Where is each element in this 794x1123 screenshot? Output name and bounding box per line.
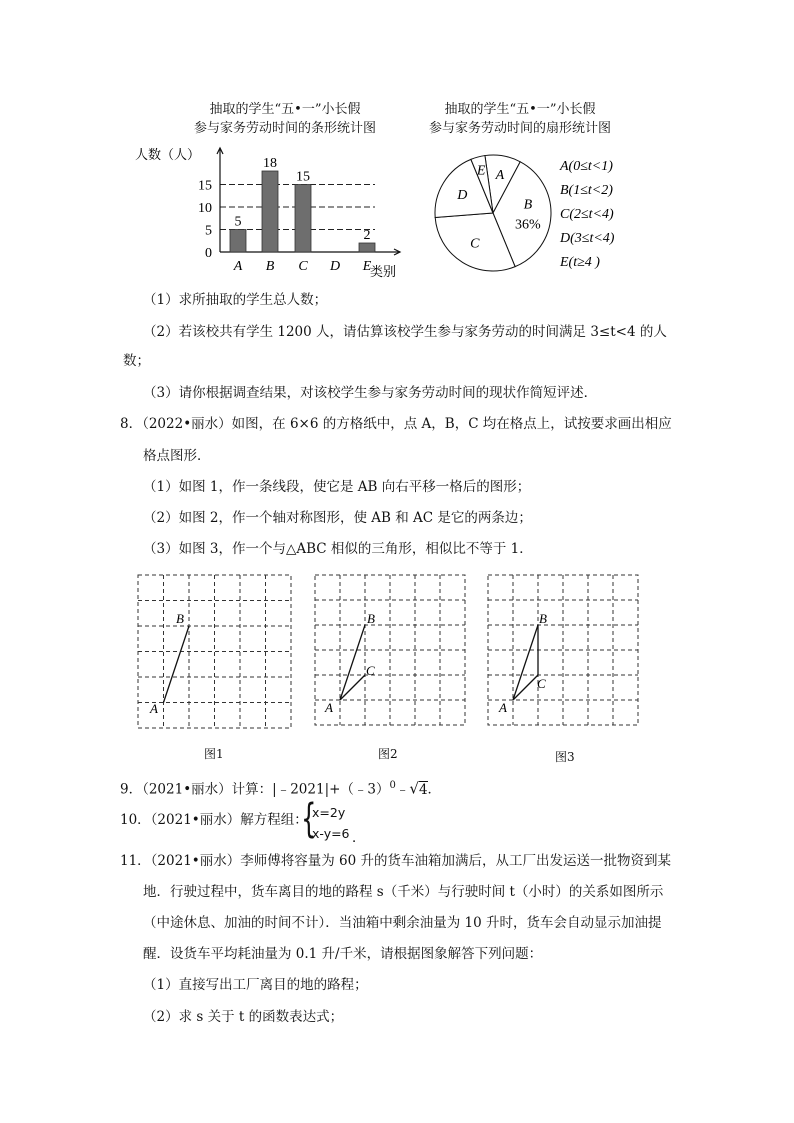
bar-c	[295, 185, 311, 253]
q8-stem: 8．（2022•丽水）如图，在 6×6 的方格纸中，点 A，B，C 均在格点上，试按要求画出相应	[120, 416, 672, 432]
grid-figure-3	[480, 570, 660, 740]
x-tick-label: A	[233, 259, 243, 274]
figure-2-caption: 图2	[378, 747, 398, 761]
point-b-label: B	[539, 611, 547, 626]
x-tick-label: B	[265, 259, 275, 274]
brace-icon: {	[301, 796, 317, 842]
pie-chart-title: 抽取的学生“五•一”小长假 参与家务劳动时间的扇形统计图	[428, 102, 611, 136]
point-b-label: B	[176, 611, 184, 626]
point-a-label: A	[499, 700, 507, 715]
pie-slice-label: C	[470, 236, 480, 252]
bar-b	[262, 171, 278, 252]
legend-item: C(2≤t<4)	[560, 207, 614, 222]
grid-figure-1	[130, 570, 310, 740]
q7-part2: （2）若该校共有学生 1200 人，请估算该校学生参与家务劳动的时间满足 3≤t<4 的人	[143, 324, 667, 340]
legend-item: A(0≤t<1)	[560, 159, 613, 174]
legend-item: D(3≤t<4)	[560, 231, 615, 246]
pie-slice-label: D	[457, 188, 468, 204]
q7-part1: （1）求所抽取的学生总人数；	[143, 292, 328, 308]
segment-ab	[164, 626, 190, 703]
point-c-label: C	[537, 676, 546, 691]
bar-a	[230, 230, 246, 253]
figure-1-caption: 图1	[204, 747, 224, 761]
x-tick-label: D	[329, 259, 341, 274]
q9-text: 9．（2021•丽水）计算：|﹣2021|+（﹣3）	[120, 781, 390, 798]
x-axis-label: 类别	[370, 264, 397, 279]
point-a-label: A	[325, 700, 333, 715]
q10-eq1: x=2y	[312, 805, 346, 820]
q11-line-4: 醒．设货车平均耗油量为 0.1 升/千米，请根据图象解答下列问题：	[143, 946, 543, 962]
q9-minus: ﹣	[395, 781, 410, 798]
bar-value-label: 15	[296, 169, 310, 185]
y-tick-label: 15	[198, 178, 212, 194]
q9-exponent: 0	[389, 780, 396, 791]
legend-item: B(1≤t<2)	[560, 183, 613, 198]
pie-slice-label: A	[495, 168, 505, 184]
q11-part2: （2）求 s 关于 t 的函数表达式；	[143, 1009, 344, 1025]
x-tick-label: C	[298, 259, 308, 274]
bar-e	[359, 243, 375, 252]
q11-line-2: 地．行驶过程中，货车离目的地的路程 s（千米）与行驶时间 t（小时）的关系如图所示	[143, 884, 664, 900]
q7-part3: （3）请你根据调查结果，对该校学生参与家务劳动时间的现状作简短评述．	[143, 385, 598, 401]
pie-slice-label: E	[476, 163, 486, 179]
q10-eq2: x-y=6	[312, 826, 350, 841]
bar-value-label: 5	[234, 214, 242, 230]
q11-line-1: 11．（2021•丽水）李师傅将容量为 60 升的货车油箱加满后，从工厂出发运送一批物资到某	[120, 853, 672, 869]
point-b-label: B	[367, 611, 375, 626]
q7-part2-cont: 数；	[123, 353, 150, 369]
y-axis-label: 人数（人）	[135, 147, 201, 162]
q8-part1: （1）如图 1，作一条线段，使它是 AB 向右平移一格后的图形；	[143, 479, 531, 495]
q10-end: ．	[352, 830, 366, 846]
q9-radicand: 4	[418, 781, 428, 798]
x-tick-label: E	[362, 259, 372, 274]
q11-part1: （1）直接写出工厂离目的地的路程；	[143, 977, 368, 993]
q10-stem: 10．（2021•丽水）解方程组：	[120, 812, 308, 828]
q9-end: ．	[427, 781, 442, 798]
sqrt-icon: √	[409, 779, 419, 798]
bar-value-label: 18	[263, 156, 277, 171]
y-tick-label: 10	[198, 201, 212, 216]
y-tick-label: 0	[205, 246, 212, 261]
grid-figure-2	[305, 570, 485, 740]
bar-value-label: 2	[363, 228, 371, 243]
y-tick-label: 5	[205, 223, 212, 239]
q8-part2: （2）如图 2，作一个轴对称图形，使 AB 和 AC 是它的两条边；	[143, 510, 532, 526]
segment-ab	[513, 625, 538, 700]
q9-line	[120, 776, 441, 800]
bar-chart-title: 抽取的学生“五•一”小长假 参与家务劳动时间的条形统计图	[193, 102, 376, 136]
figure-3-caption: 图3	[555, 750, 575, 764]
bar-chart	[130, 140, 410, 282]
pie-chart	[430, 150, 650, 280]
pie-percent-label: 36%	[515, 217, 541, 233]
point-a-label: A	[150, 701, 158, 716]
point-c-label: C	[366, 663, 375, 678]
segment-ab	[340, 625, 365, 700]
q8-part3: （3）如图 3，作一个与△ABC 相似的三角形，相似比不等于 1．	[143, 541, 533, 557]
legend-item: E(t≥4 )	[560, 255, 600, 270]
q8-stem-cont: 格点图形．	[143, 448, 211, 464]
q11-line-3: （中途休息、加油的时间不计）．当油箱中剩余油量为 10 升时，货车会自动显示加油提	[143, 915, 662, 931]
pie-slice-label: B	[523, 197, 533, 213]
